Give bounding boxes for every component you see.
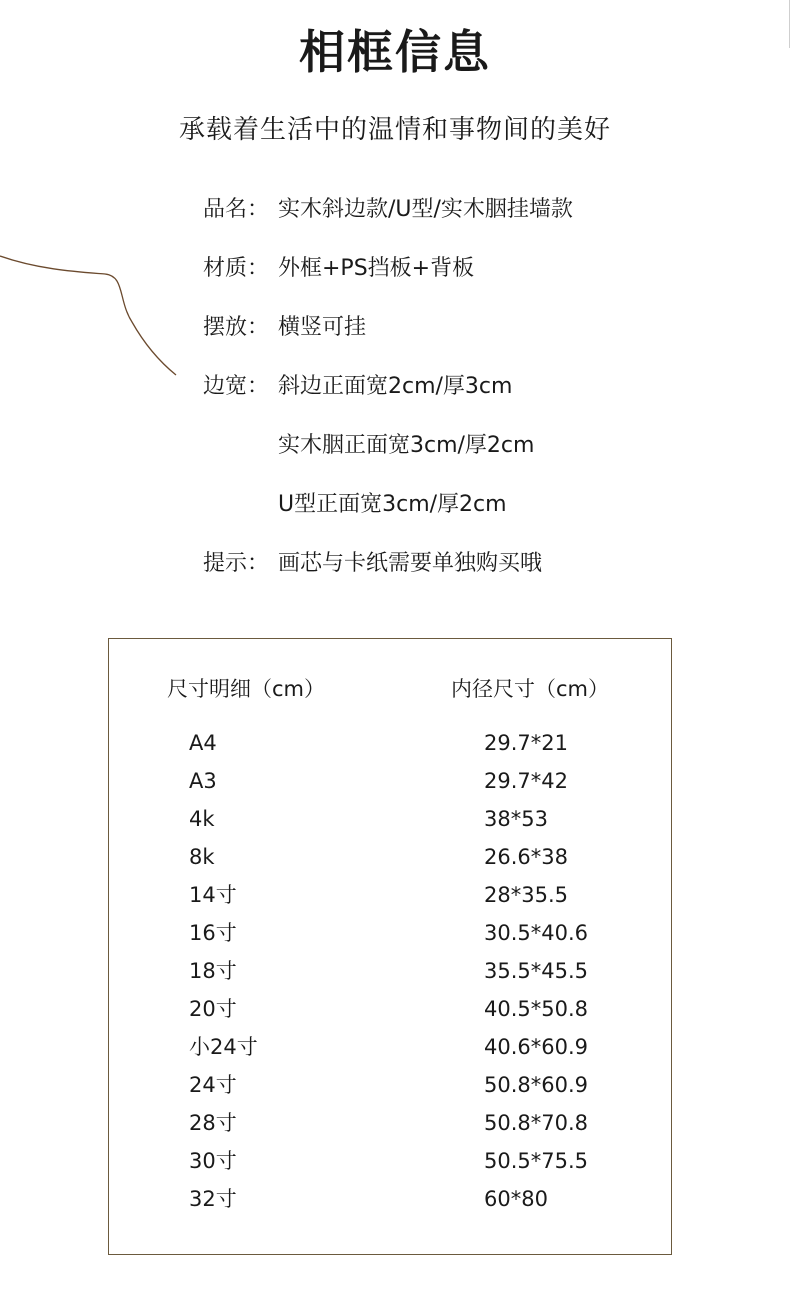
info-row-material [203,249,763,308]
info-row-width [203,367,763,426]
inner-size-cell: 29.7*42 [484,769,568,793]
table-row [109,1030,671,1068]
info-label: 提示： [203,551,270,576]
size-name-cell: 8k [189,845,215,869]
size-name-cell: 32寸 [189,1187,237,1211]
info-row-tip [203,544,763,603]
info-row-width-3 [203,485,763,544]
size-rows [109,726,671,1220]
product-info [203,190,763,603]
size-table [108,638,672,1255]
info-row-width-2 [203,426,763,485]
info-value: 画芯与卡纸需要单独购买哦 [278,551,543,576]
inner-size-cell: 35.5*45.5 [484,959,589,983]
size-name-cell: A3 [189,769,217,793]
table-row [109,954,671,992]
info-value: 斜边正面宽2cm/厚3cm [278,374,513,399]
table-row [109,1144,671,1182]
inner-size-cell: 40.6*60.9 [484,1035,589,1059]
size-name-cell: 24寸 [189,1073,237,1097]
size-name-cell: 4k [189,807,215,831]
info-value: 横竖可挂 [278,315,367,340]
page-title: 相框信息 [299,25,491,79]
info-value: 实木胭正面宽3cm/厚2cm [278,433,535,458]
decorative-curve [0,240,200,390]
inner-size-cell: 30.5*40.6 [484,921,589,945]
info-value: 外框+PS挡板+背板 [278,256,475,281]
size-name-cell: 小24寸 [189,1035,258,1059]
info-value: 实木斜边款/U型/实木胭挂墙款 [278,197,573,222]
info-row-placement [203,308,763,367]
info-value: U型正面宽3cm/厚2cm [278,492,507,517]
table-row [109,764,671,802]
table-row [109,916,671,954]
table-row [109,840,671,878]
table-row [109,1068,671,1106]
size-header-size: 尺寸明细（cm） [167,677,326,701]
inner-size-cell: 50.8*70.8 [484,1111,589,1135]
size-name-cell: A4 [189,731,217,755]
size-name-cell: 18寸 [189,959,237,983]
size-name-cell: 16寸 [189,921,237,945]
size-header-inner: 内径尺寸（cm） [451,677,610,701]
table-row [109,726,671,764]
inner-size-cell: 29.7*21 [484,731,568,755]
size-name-cell: 30寸 [189,1149,237,1173]
inner-size-cell: 26.6*38 [484,845,568,869]
size-name-cell: 14寸 [189,883,237,907]
info-label: 边宽： [203,374,270,399]
page-subtitle: 承载着生活中的温情和事物间的美好 [178,115,611,145]
table-row [109,1106,671,1144]
table-row [109,878,671,916]
inner-size-cell: 60*80 [484,1187,548,1211]
inner-size-cell: 40.5*50.8 [484,997,589,1021]
table-row [109,992,671,1030]
info-label: 材质： [203,256,270,281]
inner-size-cell: 38*53 [484,807,548,831]
size-name-cell: 28寸 [189,1111,237,1135]
info-row-name [203,190,763,249]
inner-size-cell: 50.5*75.5 [484,1149,589,1173]
info-label: 品名： [203,197,270,222]
info-label: 摆放： [203,315,270,340]
table-row [109,1182,671,1220]
inner-size-cell: 50.8*60.9 [484,1073,589,1097]
table-row [109,802,671,840]
size-name-cell: 20寸 [189,997,237,1021]
inner-size-cell: 28*35.5 [484,883,568,907]
